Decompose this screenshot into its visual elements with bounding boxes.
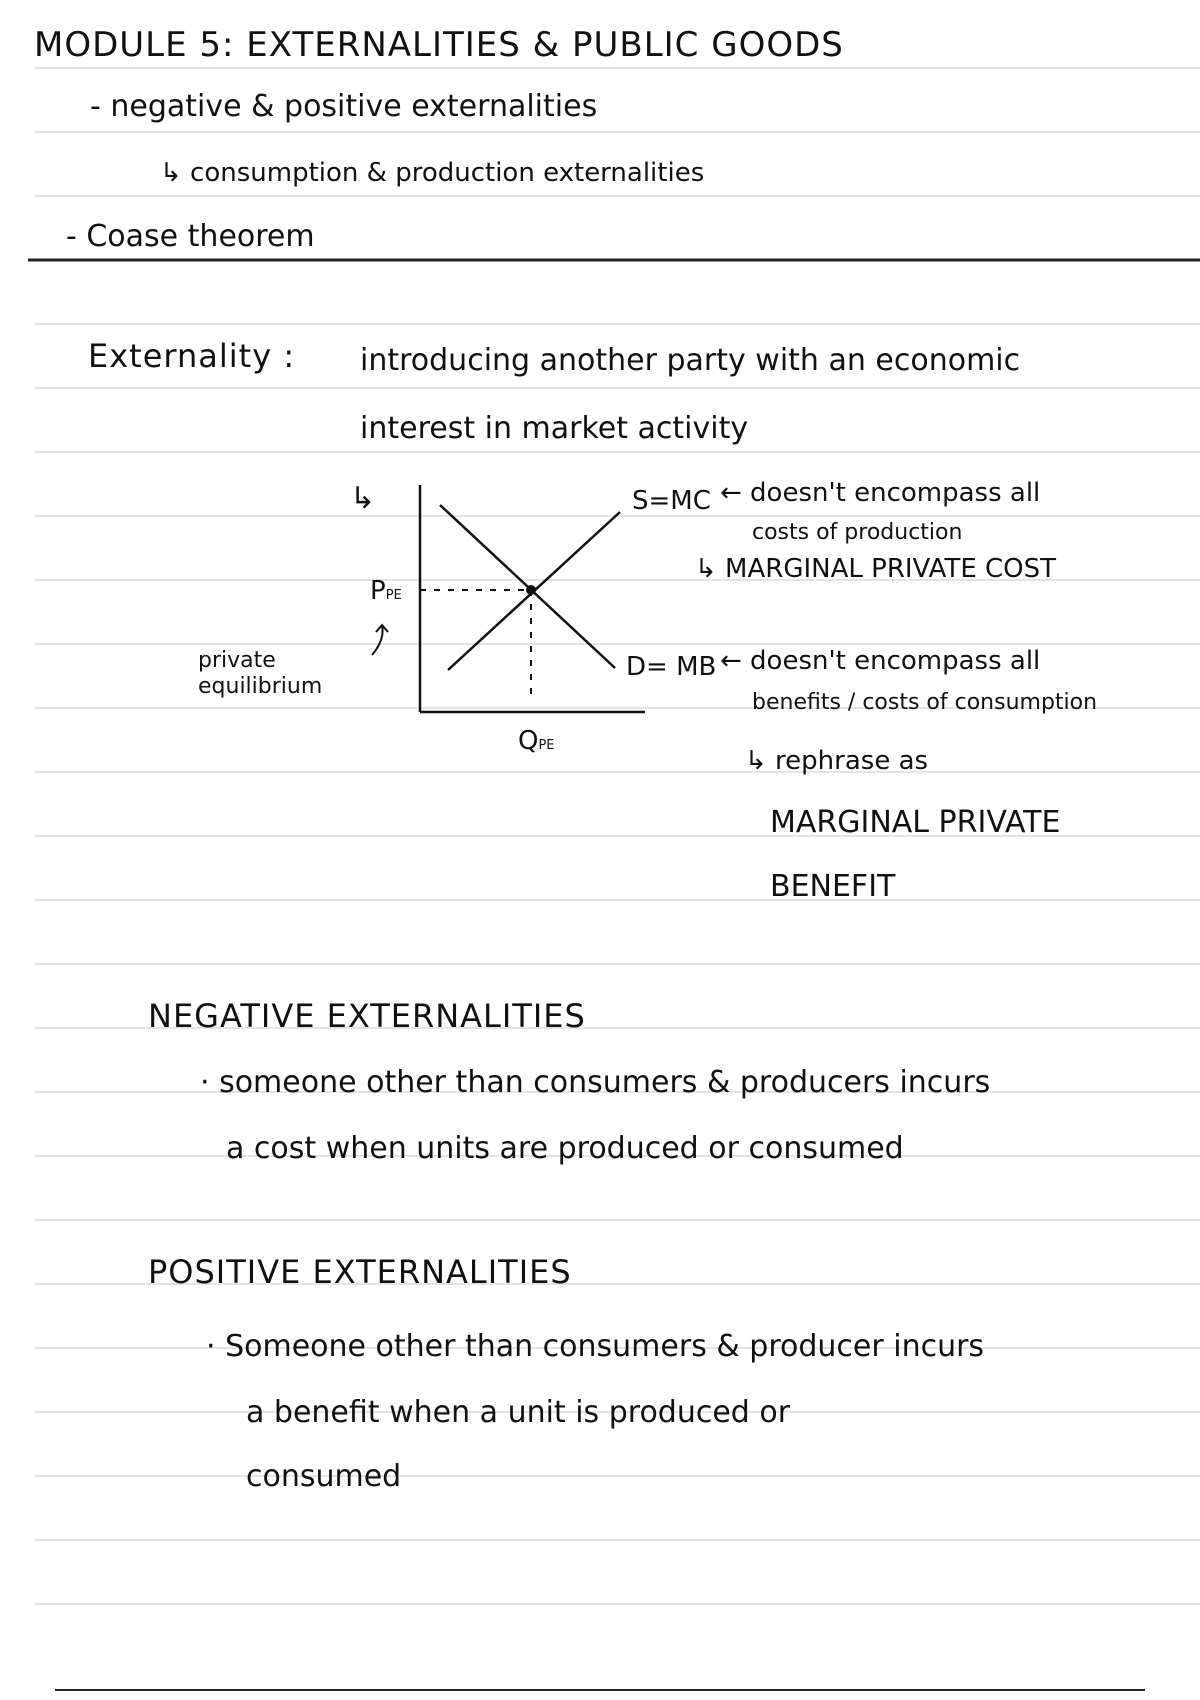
overview-item-externalities: - negative & positive externalities <box>90 89 598 124</box>
price-label <box>370 578 402 604</box>
equilibrium-label-line-2: equilibrium <box>198 674 323 699</box>
overview-item-coase: - Coase theorem <box>66 219 315 254</box>
demand-label: D= MB <box>626 652 717 682</box>
module-title: MODULE 5: EXTERNALITIES & PUBLIC GOODS <box>34 25 844 65</box>
price-letter: P <box>370 576 386 606</box>
quantity-subscript: PE <box>538 738 555 753</box>
definition-line-2: interest in market activity <box>360 411 749 446</box>
positive-bullet-line-3: consumed <box>246 1459 402 1494</box>
positive-bullet-line-1: · Someone other than consumers & producer incurs <box>206 1329 985 1364</box>
quantity-label <box>518 728 555 754</box>
positive-externalities-heading: POSITIVE EXTERNALITIES <box>148 1253 572 1291</box>
quantity-letter: Q <box>518 726 539 756</box>
demand-rephrase-line-1: ↳ rephrase as <box>745 746 929 776</box>
equilibrium-label-line-1: private <box>198 648 276 673</box>
demand-note-line-2: benefits / costs of consumption <box>752 690 1098 715</box>
definition-line-1: introducing another party with an economic <box>360 343 1021 378</box>
price-subscript: PE <box>385 588 402 603</box>
positive-bullet-line-2: a benefit when a unit is produced or <box>246 1395 791 1430</box>
demand-rephrase-line-3: BENEFIT <box>770 869 896 904</box>
demand-rephrase-line-2: MARGINAL PRIVATE <box>770 805 1061 840</box>
negative-externalities-heading: NEGATIVE EXTERNALITIES <box>148 997 586 1035</box>
supply-label: S=MC <box>632 486 711 516</box>
overview-subitem-consumption-production: ↳ consumption & production externalities <box>160 158 705 188</box>
demand-note-line-1: ← doesn't encompass all <box>720 646 1041 676</box>
supply-rephrase: ↳ MARGINAL PRIVATE COST <box>695 554 1057 584</box>
negative-bullet-line-1: · someone other than consumers & producers incurs <box>200 1065 991 1100</box>
externality-term: Externality : <box>88 337 296 375</box>
supply-note-line-2: costs of production <box>752 520 963 545</box>
supply-note-line-1: ← doesn't encompass all <box>720 478 1041 508</box>
definition-arrow: ↳ <box>350 481 376 516</box>
negative-bullet-line-2: a cost when units are produced or consumed <box>226 1131 904 1166</box>
